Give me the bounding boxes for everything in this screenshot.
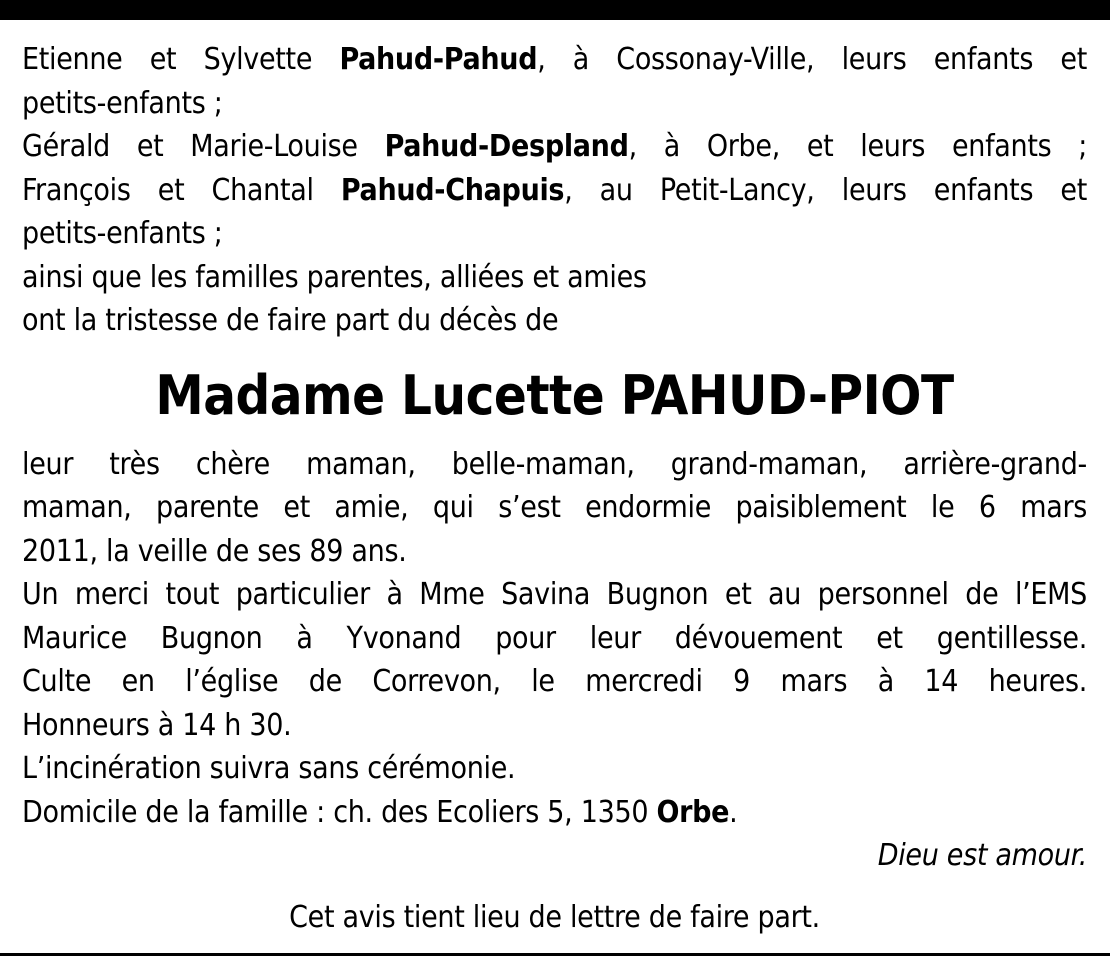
family-line-4-post: , au Petit-Lancy, leurs enfants et [564, 172, 1087, 208]
domicile-place: Orbe [656, 794, 730, 830]
body-line-4: Un merci tout particulier à Mme Savina Bugnon et au personnel de l’EMS [22, 577, 1087, 612]
domicile-end: . [729, 794, 738, 830]
body-line-3: 2011, la veille de ses 89 ans. [22, 533, 407, 569]
motto: Dieu est amour. [877, 838, 1087, 873]
deceased-name-heading: Madame Lucette PAHUD-PIOT [155, 363, 954, 427]
family-line-2: petits-enfants ; [22, 85, 223, 121]
family-name-pahud-pahud: Pahud-Pahud [339, 42, 538, 77]
family-line-1-pre: Etienne et Sylvette [22, 42, 340, 77]
family-name-pahud-chapuis: Pahud-Chapuis [340, 172, 565, 208]
top-border-rule [0, 0, 1110, 20]
body-line-7: Honneurs à 14 h 30. [22, 707, 292, 743]
notice-content [22, 38, 1087, 939]
family-line-1 [22, 38, 1087, 82]
body-line-9 [22, 791, 1087, 835]
bottom-border-rule [0, 953, 1110, 956]
family-line-3 [22, 125, 1087, 169]
closing-note: Cet avis tient lieu de lettre de faire part. [289, 899, 820, 935]
family-line-3-pre: Gérald et Marie-Louise [22, 129, 385, 164]
domicile-text: Domicile de la famille : ch. des Ecoliers 5, 1350 [22, 794, 657, 830]
family-line-4-pre: François et Chantal [22, 172, 341, 208]
family-line-7: ont la tristesse de faire part du décès de [22, 303, 559, 338]
body-line-8: L’incinération suivra sans cérémonie. [22, 751, 516, 786]
body-line-2: maman, parente et amie, qui s’est endormie paisiblement le 6 mars [22, 490, 1087, 525]
family-name-pahud-despland: Pahud-Despland [384, 129, 629, 164]
body-line-5: Maurice Bugnon à Yvonand pour leur dévouement et gentillesse. [22, 620, 1087, 656]
body-line-6: Culte en l’église de Correvon, le mercredi 9 mars à 14 heures. [22, 664, 1087, 699]
body-line-1: leur très chère maman, belle-maman, grand-maman, arrière-grand- [22, 446, 1087, 482]
family-line-5: petits-enfants ; [22, 216, 223, 251]
family-line-3-post: , à Orbe, et leurs enfants ; [628, 129, 1087, 164]
family-line-1-post: , à Cossonay-Ville, leurs enfants et [537, 42, 1087, 77]
family-line-4 [22, 169, 1087, 213]
family-line-6: ainsi que les familles parentes, alliées et amies [22, 259, 647, 295]
